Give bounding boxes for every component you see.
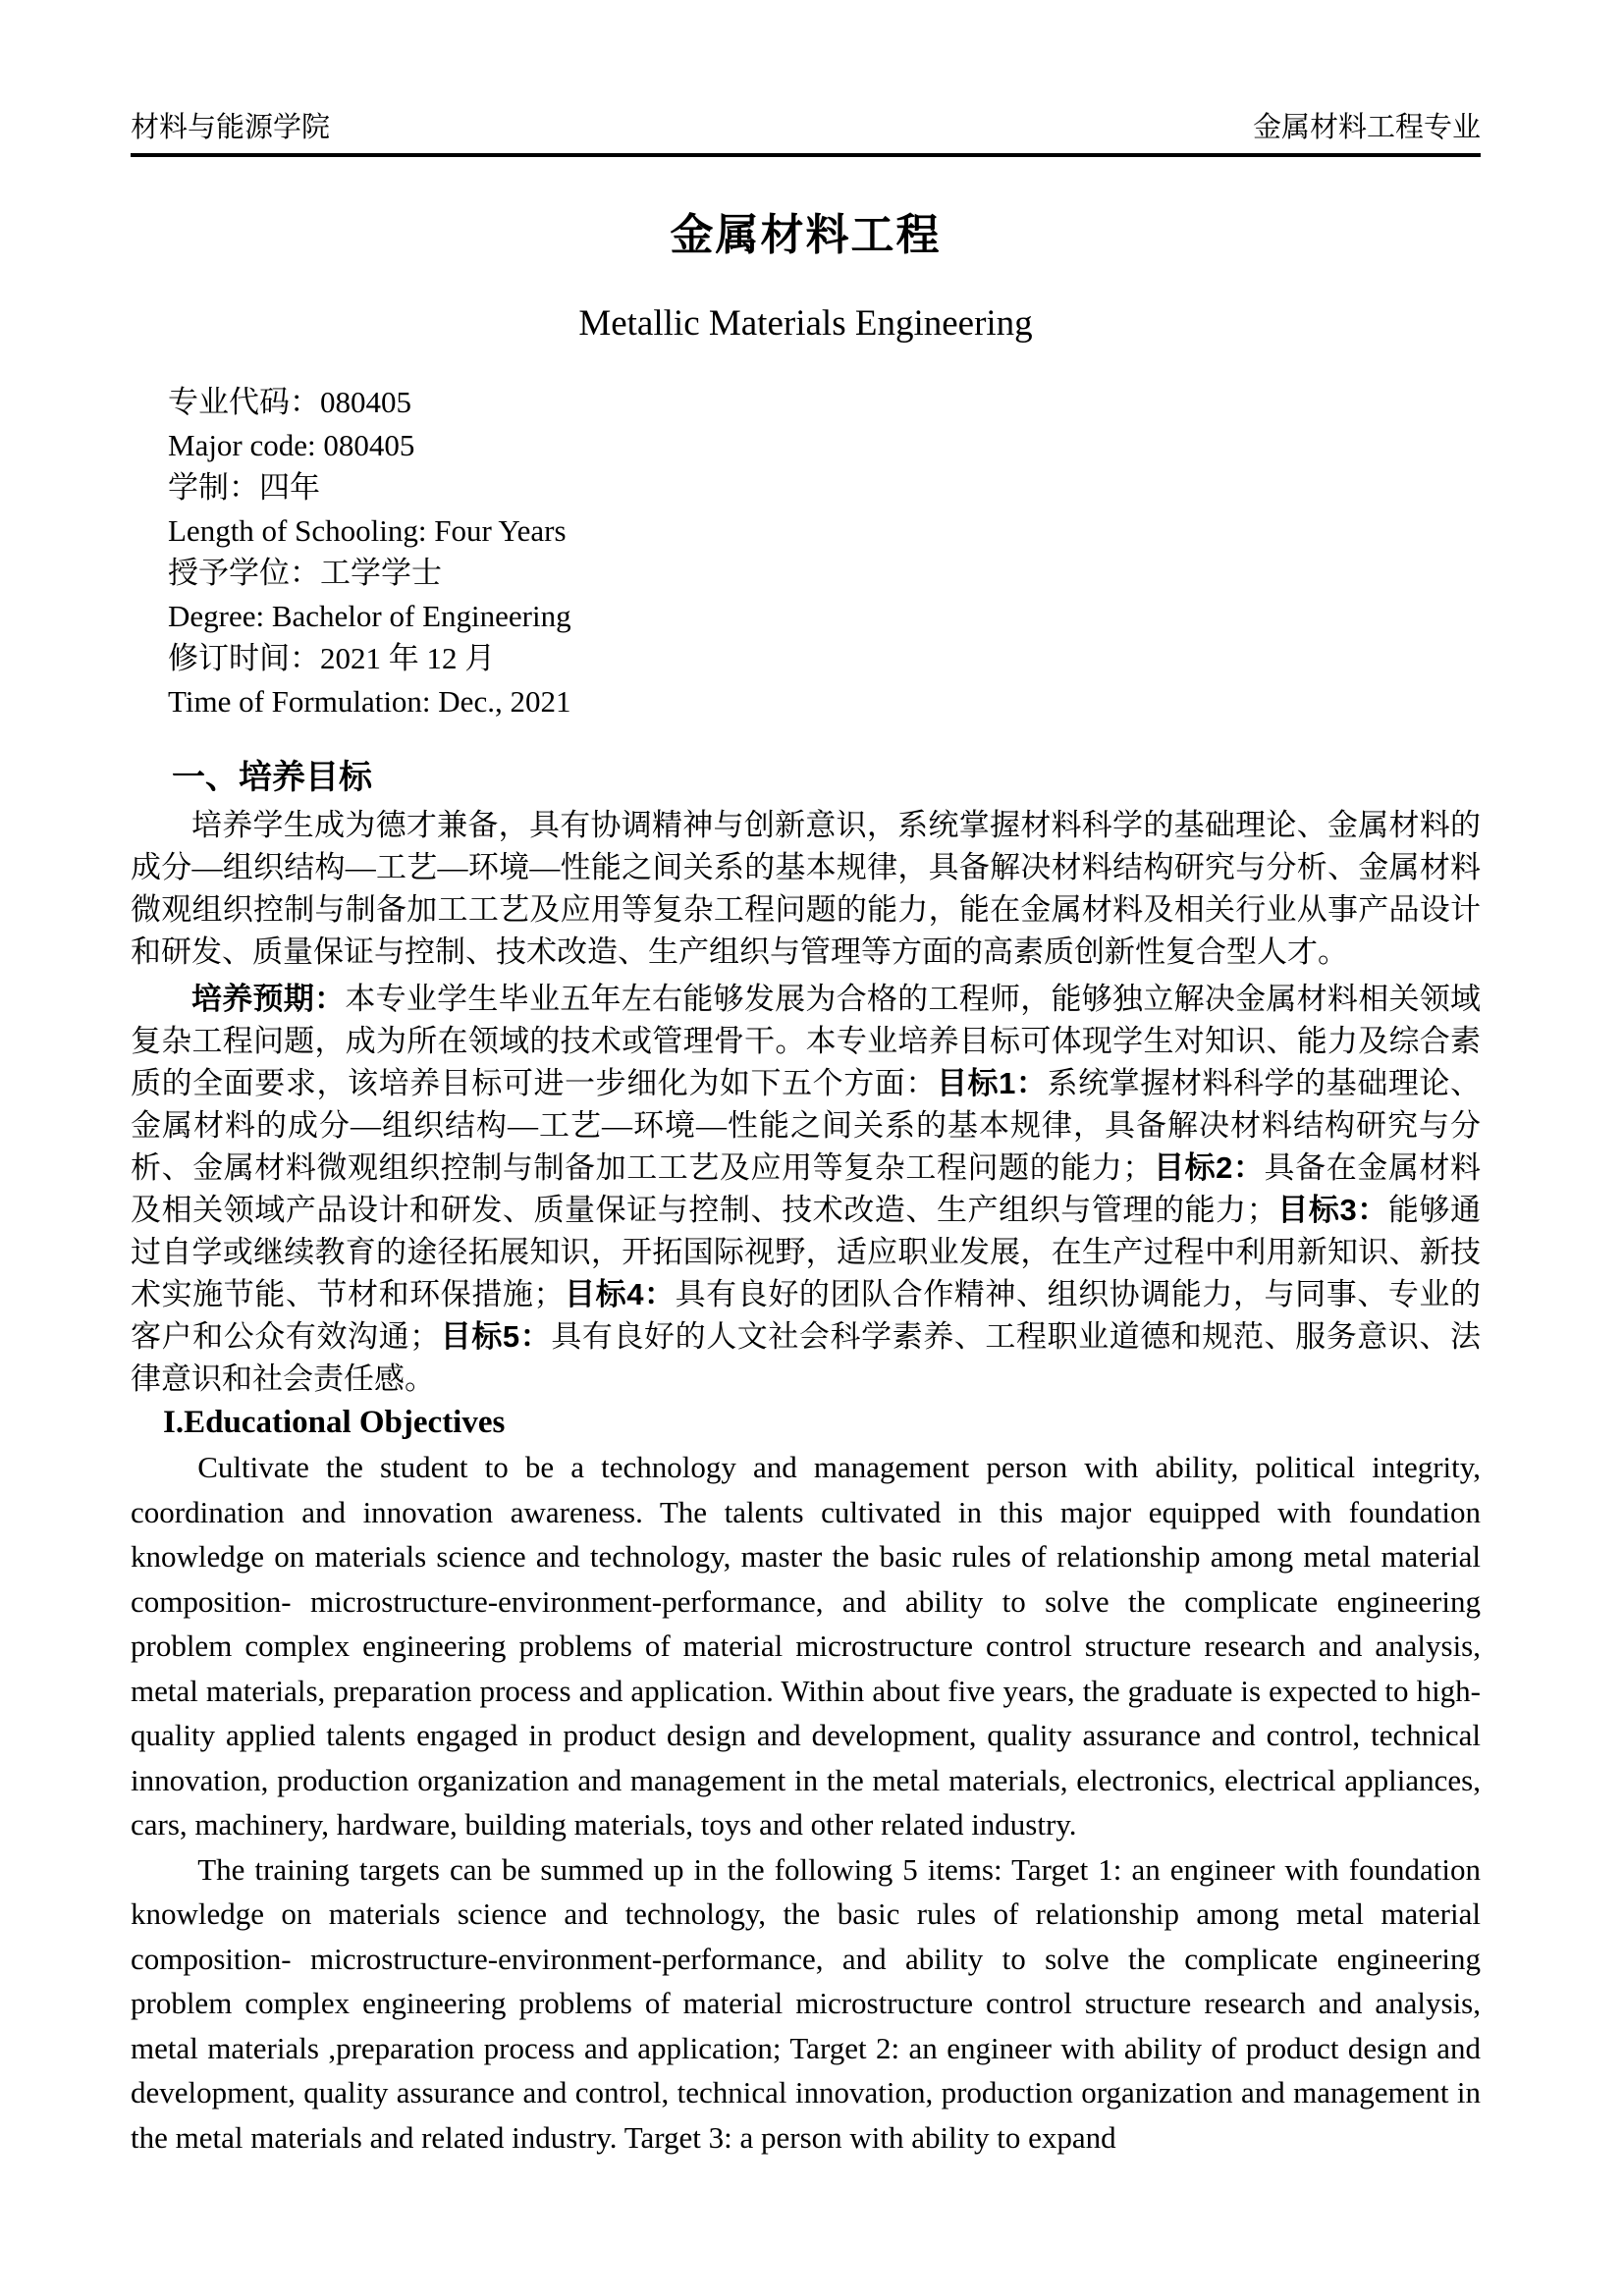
meta-degree-en: Degree: Bachelor of Engineering — [168, 598, 571, 633]
meta-block — [168, 381, 1481, 722]
header-college-name: 材料与能源学院 — [131, 112, 331, 143]
section-heading-objectives-en: I.Educational Objectives — [163, 1405, 506, 1440]
section-heading-objectives-zh: 一、培养目标 — [172, 759, 372, 796]
objectives-paragraph-en-1: Cultivate the student to be a technology and management person with ability, political integrity, coordination and innovation awareness. The talents cultivated in this major equipped with foundation knowledge on materials science and technology, master the basic rules of relationship among metal material composition- microstructure-environment-performance, and ability to solve the complicate engineering problem complex engineering problems of material microstructure control structure research and analysis, metal materials, preparation process and application. Within about five years, the graduate is expected to high-quality applied talents engaged in product design and development, quality assurance and control, technical innovation, production organization and management in the metal materials, electronics, electrical appliances, cars, machinery, hardware, building materials, toys and other related industry. — [131, 1450, 1481, 1842]
meta-degree-zh: 授予学位：工学学士 — [168, 556, 442, 590]
meta-schooling-zh: 学制：四年 — [168, 470, 320, 505]
page-title-en: Metallic Materials Engineering — [578, 303, 1033, 344]
objectives-paragraph-zh: 培养学生成为德才兼备，具有协调精神与创新意识，系统掌握材料科学的基础理论、金属材料的成分—组织结构—工艺—环境—性能之间关系的基本规律，具备解决材料结构研究与分析、金属材料微观组织控制与制备加工工艺及应用等复杂工程问题的能力，能在金属材料及相关行业从事产品设计和研发、质量保证与控制、技术改造、生产组织与管理等方面的高素质创新性复合型人才。 — [131, 808, 1481, 969]
meta-major-code-en: Major code: 080405 — [168, 427, 415, 462]
expectation-paragraph-zh: 培养预期：本专业学生毕业五年左右能够发展为合格的工程师，能够独立解决金属材料相关领域复杂工程问题，成为所在领域的技术或管理骨干。本专业培养目标可体现学生对知识、能力及综合素质的全面要求，该培养目标可进一步细化为如下五个方面：目标1：系统掌握材料科学的基础理论、金属材料的成分—组织结构—工艺—环境—性能之间关系的基本规律，具备解决材料结构研究与分析、金属材料微观组织控制与制备加工工艺及应用等复杂工程问题的能力；目标2：具备在金属材料及相关领域产品设计和研发、质量保证与控制、技术改造、生产组织与管理的能力；目标3：能够通过自学或继续教育的途径拓展知识，开拓国际视野，适应职业发展，在生产过程中利用新知识、新技术实施节能、节材和环保措施；目标4：具有良好的团队合作精神、组织协调能力，与同事、专业的客户和公众有效沟通；目标5：具有良好的人文社会科学素养、工程职业道德和规范、服务意识、法律意识和社会责任感。 — [131, 982, 1482, 1396]
header-major-name: 金属材料工程专业 — [1252, 112, 1481, 143]
meta-schooling-en: Length of Schooling: Four Years — [168, 512, 567, 548]
meta-revision-time-zh: 修订时间：2021 年 12 月 — [168, 641, 496, 675]
page-header — [131, 110, 1481, 157]
page-title-zh: 金属材料工程 — [670, 211, 942, 259]
objectives-paragraph-en-2: The training targets can be summed up in the following 5 items: Target 1: an engineer with foundation knowledge on materials science and technology, the basic rules of relationship among metal material composition- microstructure-environment-performance, and ability to solve the complicate engineering problem complex engineering problems of material microstructure control structure research and analysis, metal materials ,preparation process and application; Target 2: an engineer with ability of product design and development, quality assurance and control, technical innovation, production organization and management in the metal materials and related industry. Target 3: a person with ability to expand — [131, 1851, 1481, 2155]
meta-revision-time-en: Time of Formulation: Dec., 2021 — [168, 683, 571, 719]
meta-major-code-zh: 专业代码：080405 — [168, 385, 411, 419]
